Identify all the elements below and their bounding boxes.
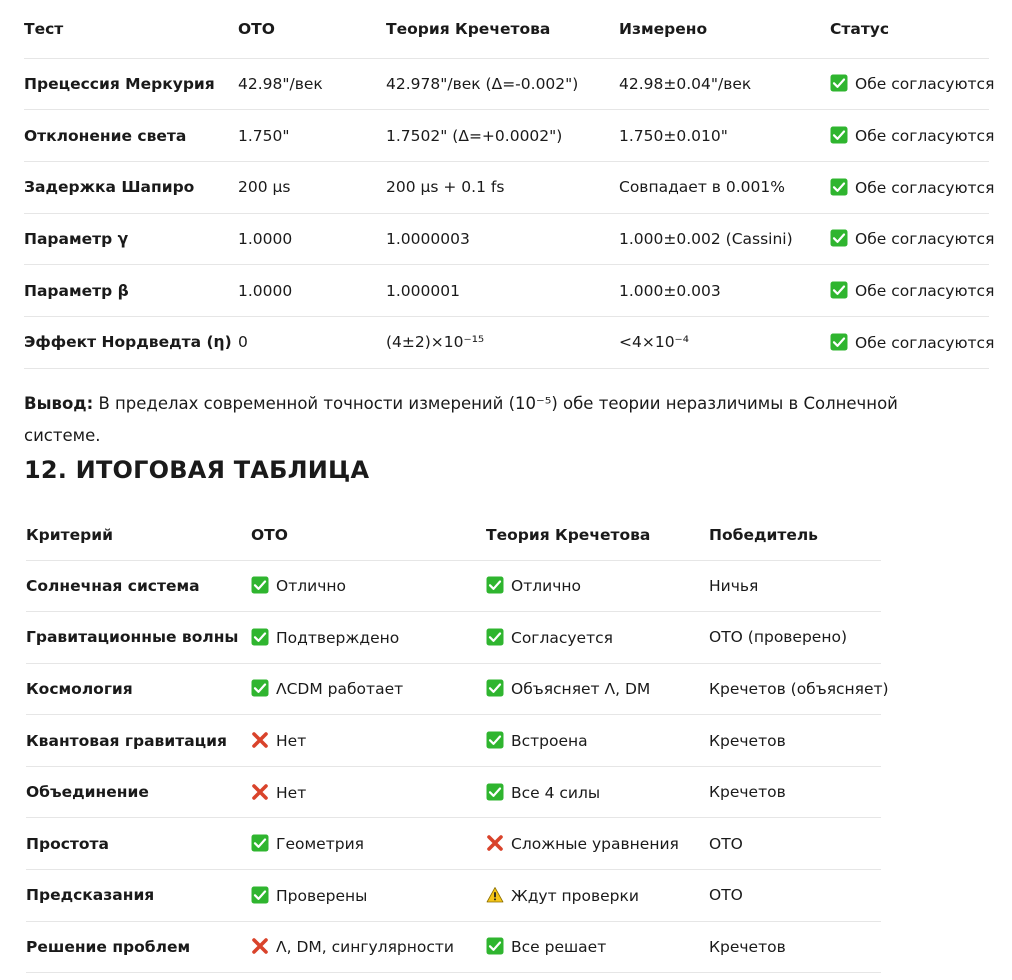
- gr-value: 1.0000: [238, 229, 293, 248]
- table-row: [24, 265, 989, 317]
- check-icon: [486, 783, 504, 801]
- cell-text: Объясняет Λ, DM: [511, 680, 651, 699]
- measured-value: 1.750±0.010": [619, 126, 728, 145]
- measured-value: 42.98±0.04"/век: [619, 74, 752, 93]
- cell-text: Обе согласуются: [855, 230, 995, 249]
- table-row: [26, 818, 881, 870]
- table-row: [26, 921, 881, 973]
- table-row: [26, 612, 881, 664]
- table-cell: [251, 715, 486, 767]
- warning-icon: [486, 886, 504, 904]
- gr-value: 1.750": [238, 126, 290, 145]
- table-row: [24, 58, 989, 110]
- cell-text: Все решает: [511, 938, 607, 957]
- table-cell: [830, 161, 995, 213]
- check-icon: [486, 576, 504, 594]
- table-cell: [251, 921, 486, 973]
- criterion-name: Квантовая гравитация: [26, 731, 227, 750]
- table-cell: [251, 870, 486, 922]
- winner-value: ОТО (проверено): [709, 628, 848, 647]
- table-cell: [486, 612, 709, 664]
- header-krechetov: Теория Кречетова: [386, 19, 551, 38]
- table-cell: [251, 560, 486, 612]
- header-gr: ОТО: [238, 19, 275, 38]
- table-cell: [251, 818, 486, 870]
- summary-table: [26, 511, 889, 973]
- table-row: [24, 213, 989, 265]
- table-cell: [251, 663, 486, 715]
- section-title: 12. ИТОГОВАЯ ТАБЛИЦА: [24, 456, 370, 484]
- check-icon: [486, 731, 504, 749]
- cell-text: Встроена: [511, 732, 588, 751]
- cell-text: Обе согласуются: [855, 178, 995, 197]
- winner-value: Кречетов: [709, 731, 786, 750]
- test-name: Параметр β: [24, 281, 129, 300]
- krechetov-value: (4±2)×10⁻¹⁵: [386, 333, 485, 352]
- criterion-name: Солнечная система: [26, 576, 200, 595]
- table-header-row: [24, 0, 989, 58]
- table-row: [26, 870, 881, 922]
- header-test: Тест: [24, 19, 64, 38]
- test-name: Задержка Шапиро: [24, 178, 195, 197]
- krechetov-value: 42.978"/век (Δ=-0.002"): [386, 74, 579, 93]
- krechetov-value: 200 μs + 0.1 fs: [386, 178, 505, 197]
- winner-value: Кречетов: [709, 783, 786, 802]
- table-cell: [251, 612, 486, 664]
- measured-value: 1.000±0.003: [619, 281, 721, 300]
- header-winner: Победитель: [709, 526, 818, 545]
- check-icon: [486, 679, 504, 697]
- check-icon: [251, 576, 269, 594]
- check-icon: [830, 333, 848, 351]
- cell-text: ΛCDM работает: [276, 680, 404, 699]
- cell-text: Сложные уравнения: [511, 835, 679, 854]
- winner-value: Кречетов (объясняет): [709, 679, 889, 698]
- cell-text: Все 4 силы: [511, 783, 601, 802]
- table-cell: [830, 316, 995, 368]
- table-header-row: [26, 511, 881, 560]
- header-krechetov: Теория Кречетова: [486, 526, 651, 545]
- check-icon: [830, 178, 848, 196]
- table-cell: [486, 663, 709, 715]
- gr-value: 0: [238, 333, 248, 352]
- table-cell: [830, 58, 995, 110]
- cell-text: Согласуется: [511, 628, 613, 647]
- cross-icon: [251, 783, 269, 801]
- cross-icon: [251, 937, 269, 955]
- cell-text: Обе согласуются: [855, 333, 995, 352]
- conclusion-paragraph: [24, 388, 904, 452]
- gr-value: 200 μs: [238, 178, 291, 197]
- measured-value: 1.000±0.002 (Cassini): [619, 229, 793, 248]
- cell-text: Нет: [276, 732, 307, 751]
- header-gr: ОТО: [251, 526, 288, 545]
- table-row: [24, 110, 989, 162]
- table-row: [24, 161, 989, 213]
- table-cell: [486, 715, 709, 767]
- check-icon: [486, 937, 504, 955]
- measured-value: <4×10⁻⁴: [619, 333, 689, 352]
- comparison-table-container: [24, 0, 995, 369]
- table-cell: [486, 921, 709, 973]
- table-cell: [486, 766, 709, 818]
- criterion-name: Космология: [26, 679, 133, 698]
- check-icon: [830, 126, 848, 144]
- cross-icon: [251, 731, 269, 749]
- table-cell: [830, 213, 995, 265]
- cross-icon: [486, 834, 504, 852]
- cell-text: Обе согласуются: [855, 75, 995, 94]
- check-icon: [830, 74, 848, 92]
- measured-value: Совпадает в 0.001%: [619, 178, 785, 197]
- gr-value: 1.0000: [238, 281, 293, 300]
- table-row: [26, 663, 881, 715]
- summary-table-container: [26, 511, 889, 973]
- cell-text: Подтверждено: [276, 628, 400, 647]
- winner-value: ОТО: [709, 834, 743, 853]
- krechetov-value: 1.7502" (Δ=+0.0002"): [386, 126, 563, 145]
- table-cell: [830, 265, 995, 317]
- check-icon: [251, 628, 269, 646]
- check-icon: [251, 679, 269, 697]
- criterion-name: Решение проблем: [26, 937, 191, 956]
- header-status: Статус: [830, 19, 890, 38]
- table-row: [26, 560, 881, 612]
- cell-text: Обе согласуются: [855, 127, 995, 146]
- krechetov-value: 1.0000003: [386, 229, 470, 248]
- header-measured: Измерено: [619, 19, 708, 38]
- winner-value: Ничья: [709, 576, 759, 595]
- table-row: [26, 766, 881, 818]
- table-row: [26, 715, 881, 767]
- check-icon: [251, 834, 269, 852]
- cell-text: Ждут проверки: [511, 886, 639, 905]
- cell-text: Отлично: [276, 577, 346, 596]
- cell-text: Λ, DM, сингулярности: [276, 938, 454, 957]
- cell-text: Обе согласуются: [855, 282, 995, 301]
- cell-text: Отлично: [511, 577, 581, 596]
- table-cell: [251, 766, 486, 818]
- test-name: Параметр γ: [24, 229, 129, 248]
- cell-text: Нет: [276, 783, 307, 802]
- check-icon: [830, 229, 848, 247]
- criterion-name: Предсказания: [26, 886, 155, 905]
- criterion-name: Гравитационные волны: [26, 628, 239, 647]
- check-icon: [830, 281, 848, 299]
- table-cell: [486, 560, 709, 612]
- criterion-name: Объединение: [26, 783, 149, 802]
- cell-text: Проверены: [276, 886, 368, 905]
- table-cell: [830, 110, 995, 162]
- test-name: Отклонение света: [24, 126, 187, 145]
- winner-value: ОТО: [709, 886, 743, 905]
- check-icon: [486, 628, 504, 646]
- winner-value: Кречетов: [709, 937, 786, 956]
- check-icon: [251, 886, 269, 904]
- conclusion-label: Вывод:: [24, 394, 94, 413]
- gr-value: 42.98"/век: [238, 74, 323, 93]
- conclusion-text: В пределах современной точности измерений (10⁻⁵) обе теории неразличимы в Солнечной системе.: [24, 394, 898, 445]
- header-criterion: Критерий: [26, 526, 113, 545]
- table-row: [24, 316, 989, 368]
- krechetov-value: 1.000001: [386, 281, 460, 300]
- tests-table: [24, 0, 995, 369]
- table-cell: [486, 818, 709, 870]
- test-name: Прецессия Меркурия: [24, 74, 215, 93]
- criterion-name: Простота: [26, 834, 109, 853]
- cell-text: Геометрия: [276, 835, 364, 854]
- table-cell: [486, 870, 709, 922]
- test-name: Эффект Нордведта (η): [24, 333, 232, 352]
